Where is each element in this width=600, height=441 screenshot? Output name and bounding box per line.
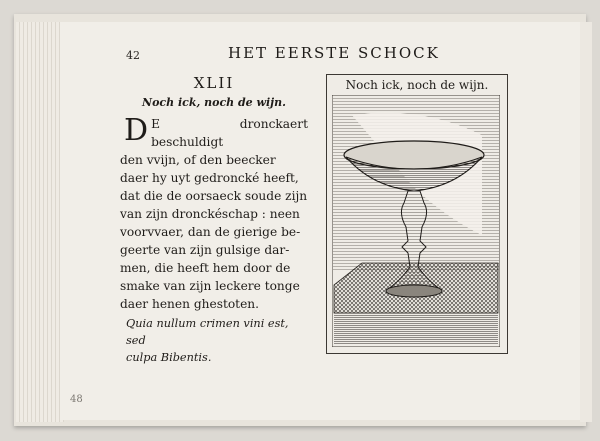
body-line: voorvvaer, dan de gierige be- — [120, 225, 301, 239]
page-edges — [16, 22, 64, 422]
body-line: daer henen ghestoten. — [120, 297, 260, 311]
body-line: van zijn dronckéschap : neen — [120, 207, 300, 221]
motto-line: culpa Bibentis. — [126, 351, 212, 364]
body-line: E dronckaert beschuldigt — [151, 117, 308, 149]
goblet-engraving — [332, 95, 500, 347]
latin-motto — [120, 315, 308, 366]
running-head: HET EERSTE SCHOCK — [228, 44, 440, 62]
plate-caption: Noch ick, noch de wijn. — [345, 78, 489, 92]
body-line: men, die heeft hem door de — [120, 261, 291, 275]
engraving-plate — [326, 74, 508, 354]
facing-page-edge — [580, 22, 592, 422]
goblet-foot — [386, 285, 442, 297]
body-line: smake van zijn leckere tonge — [120, 279, 300, 293]
motto-line: Quia nullum crimen vini est, sed — [126, 317, 289, 347]
body-line: geerte van zijn gulsige dar- — [120, 243, 290, 257]
emblem-body — [120, 115, 308, 313]
body-line: daer hy uyt gedroncké heeft, — [120, 171, 299, 185]
emblem-numeral: XLII — [193, 74, 235, 92]
page-number: 42 — [126, 49, 140, 62]
emblem-text-block — [120, 72, 308, 364]
shelf-mark: 48 — [70, 394, 83, 405]
body-line: dat die de oorsaeck soude zijn — [120, 189, 308, 203]
table-front — [334, 313, 498, 345]
body-line: den vvijn, of den beecker — [120, 153, 276, 167]
emblem-title: Noch ick, noch de wijn. — [142, 96, 286, 109]
drop-cap: D — [124, 113, 149, 148]
